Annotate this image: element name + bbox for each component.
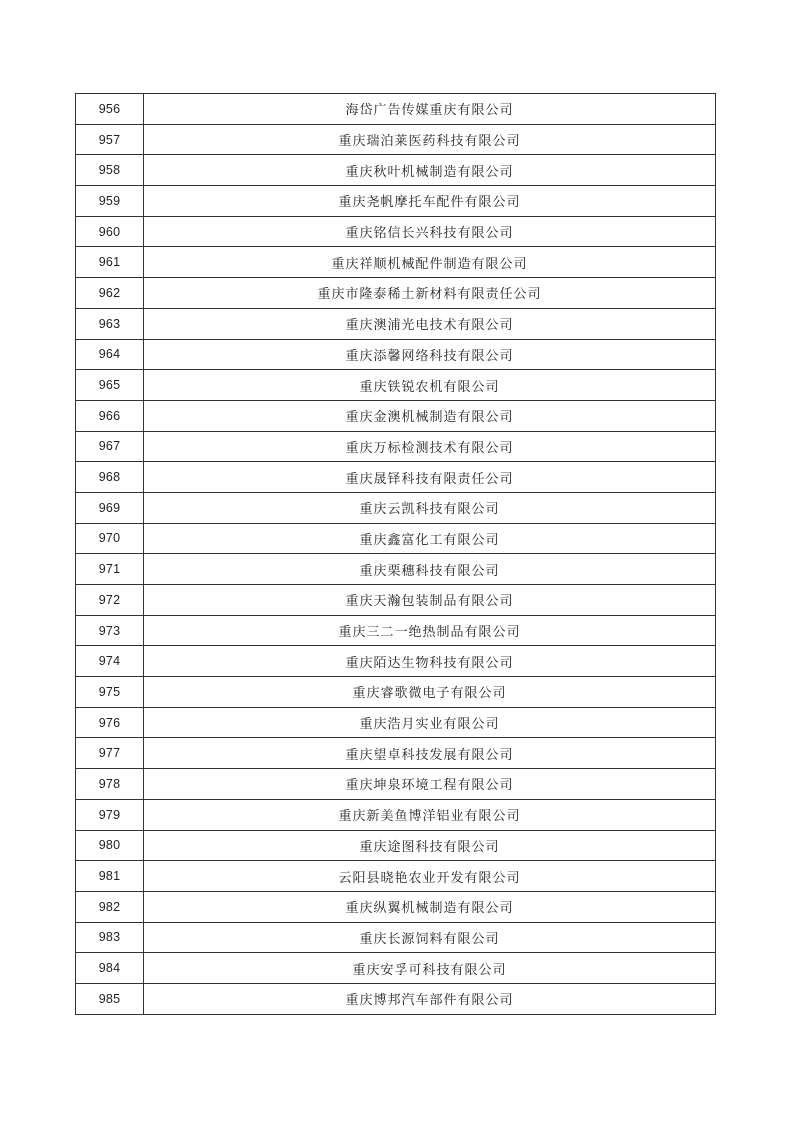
table-row bbox=[76, 186, 716, 217]
row-number: 969 bbox=[76, 492, 144, 523]
row-number: 965 bbox=[76, 370, 144, 401]
row-number: 970 bbox=[76, 523, 144, 554]
company-name: 重庆秋叶机械制造有限公司 bbox=[144, 155, 716, 186]
company-name: 重庆安孚可科技有限公司 bbox=[144, 953, 716, 984]
company-name: 重庆云凯科技有限公司 bbox=[144, 492, 716, 523]
table-row bbox=[76, 216, 716, 247]
company-name: 重庆长源饲料有限公司 bbox=[144, 922, 716, 953]
table-row bbox=[76, 983, 716, 1014]
row-number: 972 bbox=[76, 585, 144, 616]
table-row bbox=[76, 922, 716, 953]
company-name: 重庆铁锐农机有限公司 bbox=[144, 370, 716, 401]
company-name: 重庆陌达生物科技有限公司 bbox=[144, 646, 716, 677]
row-number: 974 bbox=[76, 646, 144, 677]
row-number: 962 bbox=[76, 278, 144, 309]
table-row bbox=[76, 707, 716, 738]
table-row bbox=[76, 462, 716, 493]
table-row bbox=[76, 431, 716, 462]
table-row bbox=[76, 799, 716, 830]
table-row bbox=[76, 339, 716, 370]
row-number: 985 bbox=[76, 983, 144, 1014]
table-row bbox=[76, 523, 716, 554]
row-number: 981 bbox=[76, 861, 144, 892]
table-row bbox=[76, 492, 716, 523]
row-number: 958 bbox=[76, 155, 144, 186]
row-number: 967 bbox=[76, 431, 144, 462]
row-number: 975 bbox=[76, 677, 144, 708]
company-list-body bbox=[76, 94, 716, 1015]
row-number: 977 bbox=[76, 738, 144, 769]
table-row bbox=[76, 646, 716, 677]
company-name: 重庆添馨网络科技有限公司 bbox=[144, 339, 716, 370]
table-row bbox=[76, 94, 716, 125]
row-number: 956 bbox=[76, 94, 144, 125]
row-number: 976 bbox=[76, 707, 144, 738]
table-row bbox=[76, 861, 716, 892]
row-number: 983 bbox=[76, 922, 144, 953]
row-number: 964 bbox=[76, 339, 144, 370]
company-name: 重庆纵翼机械制造有限公司 bbox=[144, 891, 716, 922]
table-row bbox=[76, 370, 716, 401]
row-number: 979 bbox=[76, 799, 144, 830]
row-number: 960 bbox=[76, 216, 144, 247]
company-name: 重庆市隆泰稀土新材料有限责任公司 bbox=[144, 278, 716, 309]
row-number: 961 bbox=[76, 247, 144, 278]
company-name: 重庆望卓科技发展有限公司 bbox=[144, 738, 716, 769]
table-row bbox=[76, 308, 716, 339]
company-name: 重庆瑞泊莱医药科技有限公司 bbox=[144, 124, 716, 155]
row-number: 984 bbox=[76, 953, 144, 984]
row-number: 966 bbox=[76, 400, 144, 431]
row-number: 968 bbox=[76, 462, 144, 493]
row-number: 973 bbox=[76, 615, 144, 646]
company-name: 重庆尧帆摩托车配件有限公司 bbox=[144, 186, 716, 217]
row-number: 957 bbox=[76, 124, 144, 155]
table-row bbox=[76, 155, 716, 186]
table-row bbox=[76, 247, 716, 278]
company-list-table bbox=[75, 93, 716, 1015]
company-name: 重庆铭信长兴科技有限公司 bbox=[144, 216, 716, 247]
table-row bbox=[76, 615, 716, 646]
company-name: 重庆三二一绝热制品有限公司 bbox=[144, 615, 716, 646]
company-name: 海岱广告传媒重庆有限公司 bbox=[144, 94, 716, 125]
table-row bbox=[76, 278, 716, 309]
company-name: 云阳县晓艳农业开发有限公司 bbox=[144, 861, 716, 892]
row-number: 980 bbox=[76, 830, 144, 861]
table-row bbox=[76, 400, 716, 431]
table-row bbox=[76, 830, 716, 861]
company-name: 重庆睿歌微电子有限公司 bbox=[144, 677, 716, 708]
table-row bbox=[76, 554, 716, 585]
company-name: 重庆浩月实业有限公司 bbox=[144, 707, 716, 738]
table-row bbox=[76, 124, 716, 155]
company-name: 重庆途图科技有限公司 bbox=[144, 830, 716, 861]
table-row bbox=[76, 738, 716, 769]
company-name: 重庆澳浦光电技术有限公司 bbox=[144, 308, 716, 339]
company-name: 重庆天瀚包装制品有限公司 bbox=[144, 585, 716, 616]
company-name: 重庆万标检测技术有限公司 bbox=[144, 431, 716, 462]
company-name: 重庆新美鱼博洋铝业有限公司 bbox=[144, 799, 716, 830]
row-number: 971 bbox=[76, 554, 144, 585]
table-row bbox=[76, 677, 716, 708]
company-name: 重庆坤泉环境工程有限公司 bbox=[144, 769, 716, 800]
table-row bbox=[76, 585, 716, 616]
company-name: 重庆栗穗科技有限公司 bbox=[144, 554, 716, 585]
company-name: 重庆鑫富化工有限公司 bbox=[144, 523, 716, 554]
row-number: 959 bbox=[76, 186, 144, 217]
row-number: 982 bbox=[76, 891, 144, 922]
company-name: 重庆金澳机械制造有限公司 bbox=[144, 400, 716, 431]
table-row bbox=[76, 953, 716, 984]
company-name: 重庆晟铎科技有限责任公司 bbox=[144, 462, 716, 493]
company-name: 重庆祥顺机械配件制造有限公司 bbox=[144, 247, 716, 278]
table-row bbox=[76, 891, 716, 922]
company-name: 重庆博邦汽车部件有限公司 bbox=[144, 983, 716, 1014]
row-number: 963 bbox=[76, 308, 144, 339]
row-number: 978 bbox=[76, 769, 144, 800]
table-row bbox=[76, 769, 716, 800]
